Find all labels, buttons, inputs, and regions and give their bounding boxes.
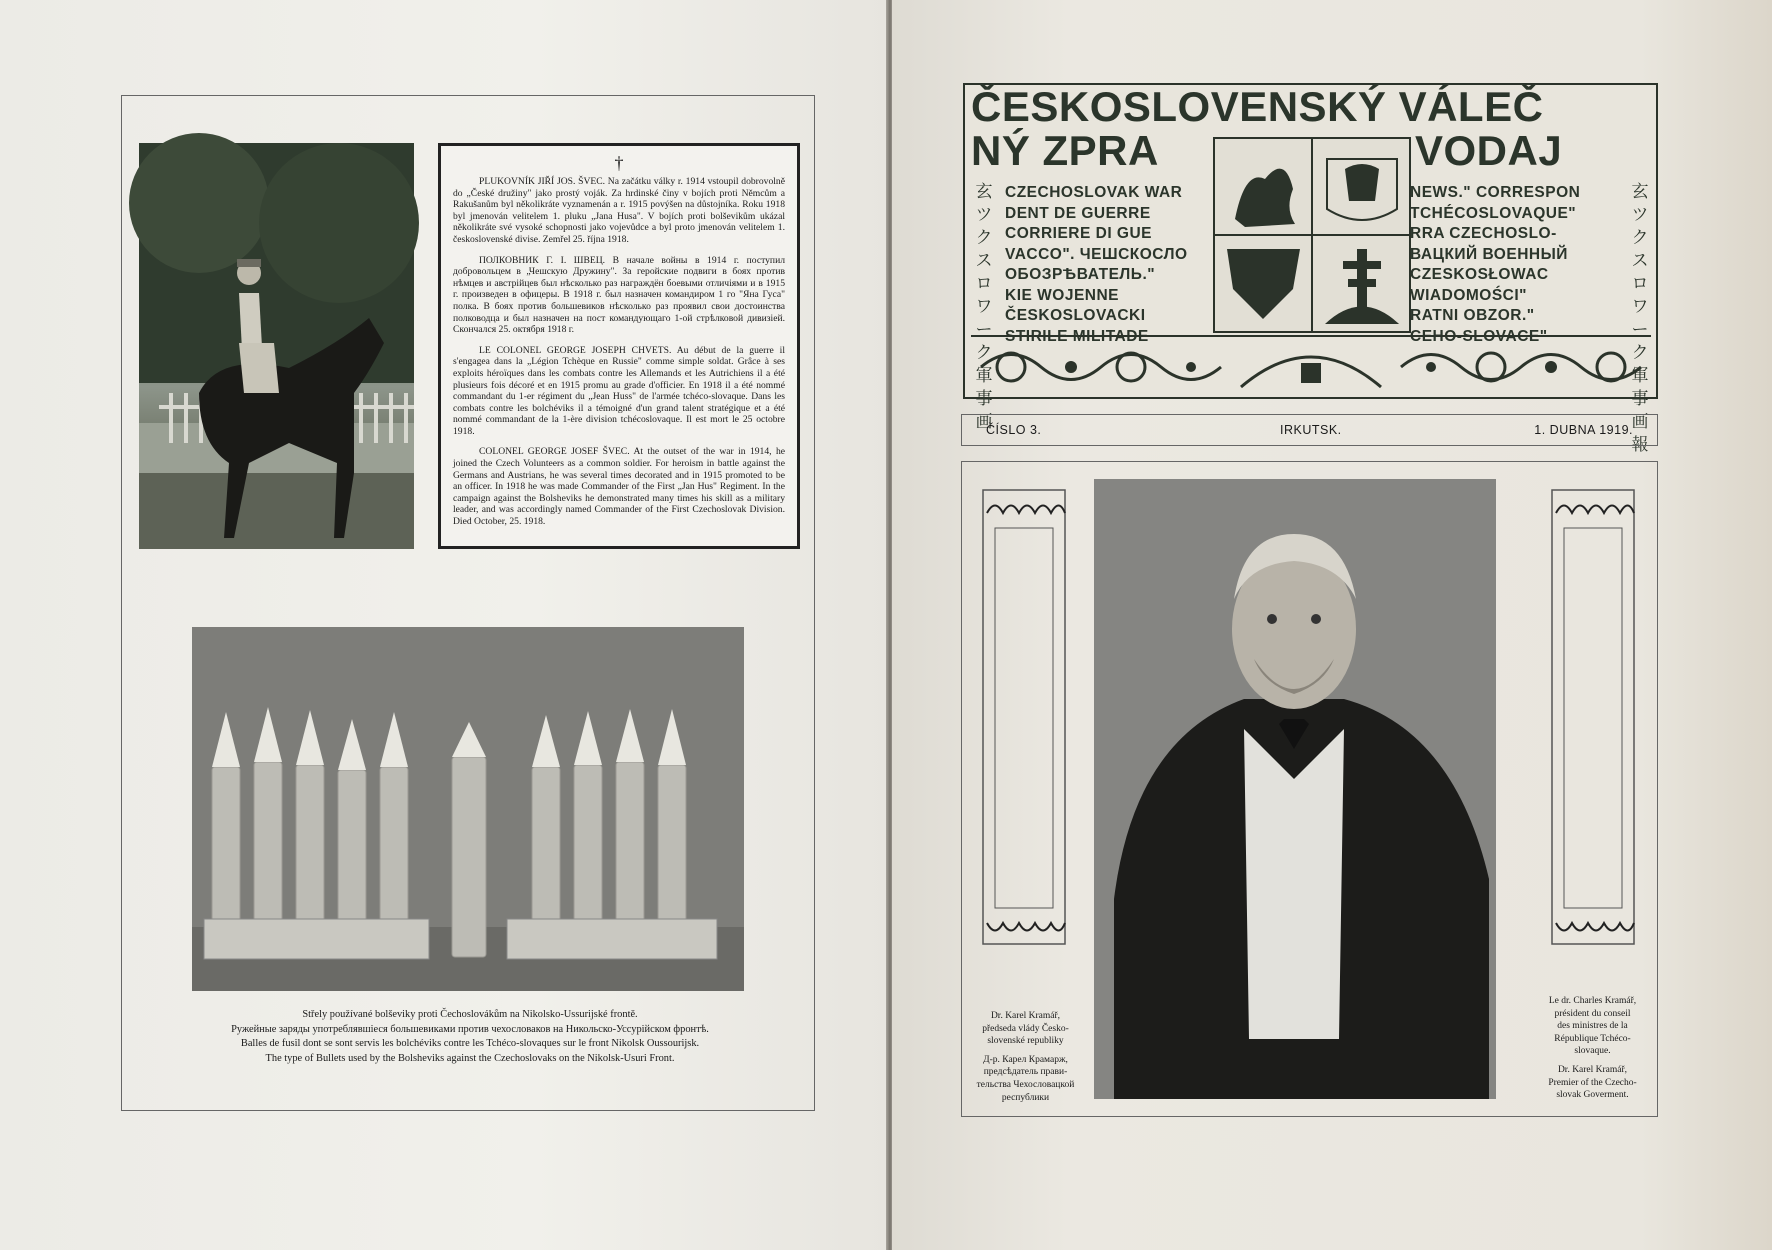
caption-line: slovenské republiky [987,1036,1064,1047]
caption-line: Dr. Karel Kramář, [990,1011,1061,1021]
masthead-right-titles [1410,183,1625,347]
obituary-cross: † [614,153,624,173]
caption-line: республики [1001,1092,1050,1103]
masthead-title-line2-right: VODAJ [1415,127,1563,174]
masthead-left-line: KIE WOJENNE [1005,286,1120,304]
coat-of-arms-icon [1215,139,1409,331]
decorative-panel-right [1550,488,1636,946]
masthead-japanese-left: 玄ツクスロワーク軍事画 [975,182,993,432]
masthead-right-line: WIADOMOŚCI" [1410,286,1528,304]
caption-line: président du conseil [1554,1008,1631,1019]
masthead-right-line: NEWS." CORRESPON [1410,184,1581,201]
masthead-left-line: CORRIERE DI GUE [1005,225,1153,242]
masthead-right-line: RRA CZECHOSLO- [1410,225,1557,242]
bullets-photo [192,627,744,991]
masthead-ornament [971,335,1651,395]
caption-line: Premier of the Czecho- [1548,1077,1637,1088]
issue-city: IRKUTSK. [1280,423,1342,437]
caption-line: тельства Чехословацкой [976,1079,1075,1090]
portrait-photo [1094,479,1496,1099]
obituary-box [438,143,800,549]
masthead-japanese-right: 玄ツクスロワーク軍事画報 [1631,182,1649,455]
masthead-right-line: TCHÉCOSLOVAQUE" [1410,204,1577,222]
issue-bar [961,414,1658,446]
masthead-left-line: VACCO". ЧЕШСКОСЛО [1005,245,1188,263]
masthead-right-line: CZESKOSŁOWAC [1410,266,1549,283]
portrait-caption-right [1530,995,1655,1102]
caption-line: předseda vlády Česko- [982,1023,1069,1034]
decorative-panel-left [981,488,1067,946]
caption-line: Dr. Karel Kramář, [1557,1064,1628,1075]
masthead-title-line1: ČESKOSLOVENSKÝ VÁLEČ [971,83,1544,130]
caption-line: des ministres de la [1557,1021,1628,1032]
masthead-left-line: ОБОЗРѢВАТЕЛЬ." [1005,266,1156,283]
issue-number: ČÍSLO 3. [986,423,1042,437]
bullets-caption-czech: Střely používané bolševiky proti Čechoslovákům na Nikolsko-Ussurijské frontě. [302,1009,638,1020]
masthead-right-line: CEHO-SLOVACE" [1410,327,1548,345]
portrait-drawing [1094,479,1496,1099]
masthead-left-line: CZECHOSLOVAK WAR [1005,184,1183,201]
caption-line: Д-р. Карел Крамарж, [983,1054,1068,1065]
caption-line: slovak Goverment. [1556,1090,1629,1101]
caption-line: slovaque. [1574,1046,1611,1057]
decorative-border-icon [981,488,1067,946]
obituary-english: COLONEL GEORGE JOSEF ŠVEC. At the outset of the war in 1914, he joined the Czech Volunteers as a common soldier. For heroism in battle against the Germans and Austrians, he was several times decorated and in 1915 promoted to be an officer. In 1918 he was made Commander of the First „Jan Hus" Regiment. In the campaign against the Bolsheviks he demonstrated many times his skill as a military leader, and was accordingly named Commander of the First Czechoslovak Division. Died October, 25. 1918. [453,446,785,528]
obituary-czech: PLUKOVNÍK JIŘÍ JOS. ŠVEC. Na začátku války r. 1914 vstoupil dobrovolně do „České družiny" jako prostý voják. Za hrdinské činy v bojích proti Němcům a Rakušanům byl několikráte vyznamenán a r. 1915 povýšen na důstojníka. Roku 1918 byl jmenován velitelem 1. pluku „Jana Husa". V bojích proti bolševikům ukázal několikráte své vysoké schopnosti jako vojevůdce a byl proto jmenován velitelem 1. československé divise. Zemřel 25. října 1918. [453,176,785,245]
bullets-photo-drawing [192,627,744,991]
bullets-caption-russian: Ружейные заряды употреблявшіеся большевиками против чехословаков на Никольско-Уссурійском фронтѣ. [231,1023,709,1035]
ornament-icon [971,337,1651,395]
masthead-left-line: ČESKOSLOVACKI [1005,307,1146,324]
decorative-border-icon [1550,488,1636,946]
bullets-caption [160,1008,780,1066]
caption-line: предсѣдатель прави- [983,1067,1068,1078]
bullets-caption-english: The type of Bullets used by the Bolsheviks against the Czechoslovaks on the Nikolsk-Usuri Front. [265,1052,675,1064]
caption-line: Le dr. Charles Kramář, [1548,996,1637,1006]
coat-of-arms [1213,137,1411,333]
masthead-left-line: STIRILE MILITADE [1005,327,1149,345]
obituary-russian: ПОЛКОВНИК Г. I. ШВЕЦ. В начале войны в 1914 г. поступил добровольцем в „Чешскую Дружину". За геройские подвиги в боях против нѣмцев и австрійцев был нѣсколько раз награждён боевыми отличіями и в 1915 г. произведен в офицеры. В 1918 г. был назначен командиром 1 го "Яна Гуса" полка. В боях против большевиков нѣсколько раз проявил свои достоинства полководца и был назначен на пост командующаго 1-ой стрѣлковой дивизіей. Скончался 25. октября 1918 г. [453,254,785,336]
bullets-caption-french: Balles de fusil dont se sont servis les bolchéviks contre les Tchéco-slovaques sur le front Nikolsk Oussourijsk. [240,1038,700,1049]
masthead-left-titles [1005,183,1235,347]
issue-date: 1. DUBNA 1919. [1534,423,1633,437]
masthead-title-line2-left: NÝ ZPRA [971,127,1159,174]
rider-photo [139,143,414,549]
portrait-caption-left [963,1010,1088,1104]
masthead-right-line: RATNI OBZOR." [1410,307,1535,324]
rider-photo-drawing [139,143,414,549]
obituary-french: LE COLONEL GEORGE JOSEPH CHVETS. Au début de la guerre il s'engagea dans la „Légion Tchèque en Russie" comme simple soldat. Grâce à ses exploits héroïques dans les combats contre les Allemands et les Autrichiens il a été plusieurs fois décoré et en 1915 promu au grade d'officier. En 1918 il a été nommé commandant du 1-er régiment du „Jean Huss" de l'armée tchéco-slovaque. Dans les combats contre les bolchéviks il a témoigné d'un grand talent stratégique et a été nommé commandant de la 1-ère division tchécoslovaque. Il est mort le 25 octobre 1918. [453,344,785,437]
masthead-right-line: ВАЦКИЙ ВОЕННЫЙ [1410,245,1568,263]
masthead-left-line: DENT DE GUERRE [1005,204,1151,222]
caption-line: République Tchéco- [1554,1033,1631,1044]
